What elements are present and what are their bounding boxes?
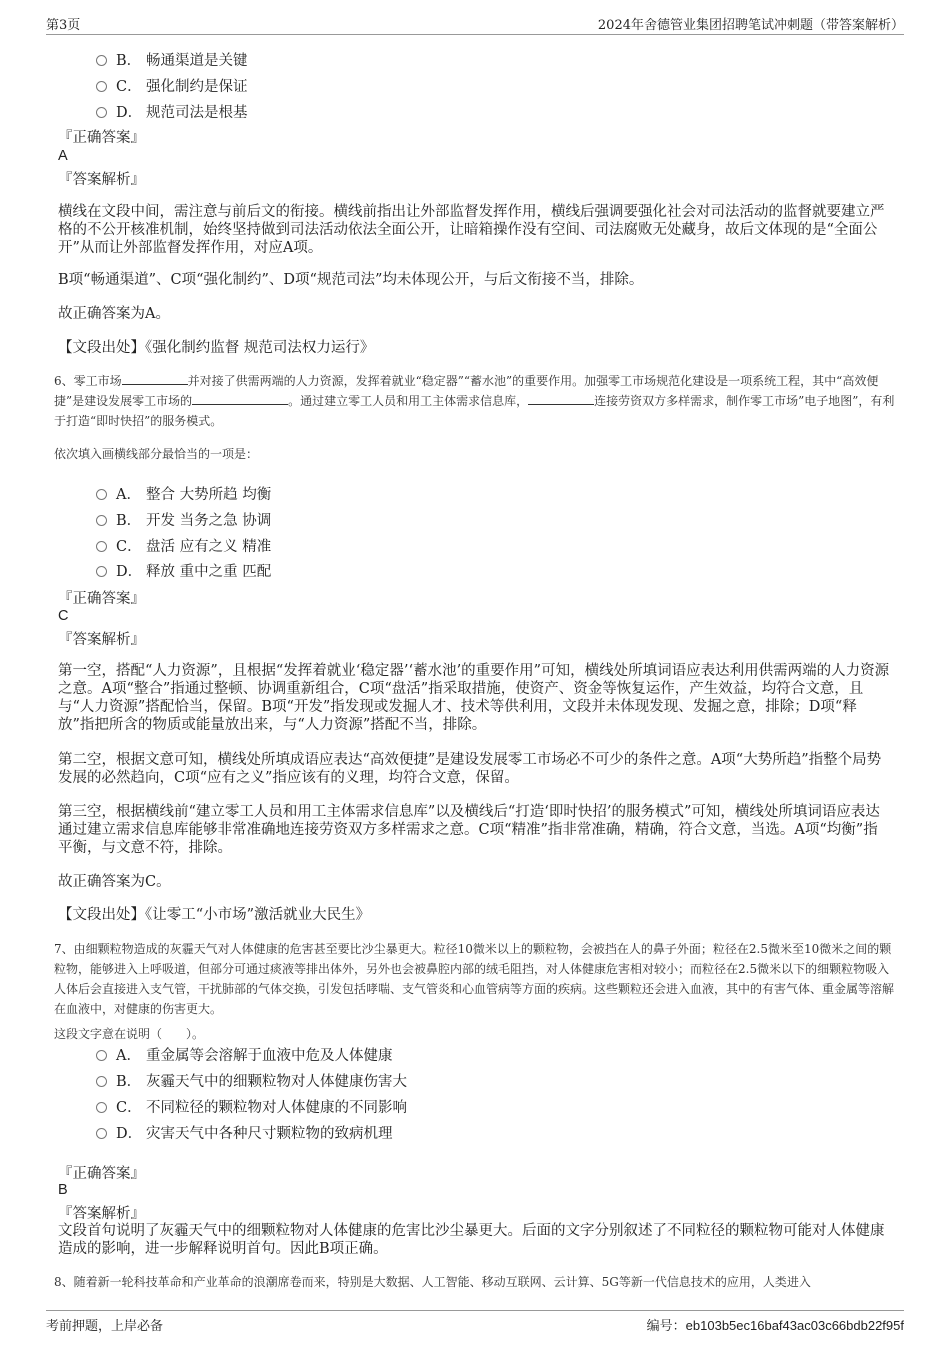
q5-option-c[interactable]: C． 强化制约是保证 <box>96 75 248 96</box>
document-code: 编号：eb103b5ec16baf43ac03c66bdb22f95f <box>646 1318 904 1334</box>
q7-option-b[interactable]: B． 灰霾天气中的细颗粒物对人体健康伤害大 <box>96 1070 407 1091</box>
document-title: 2024年舍德管业集团招聘笔试冲刺题（带答案解析） <box>597 18 904 33</box>
radio-icon[interactable] <box>96 541 107 552</box>
q6-option-a[interactable]: A． 整合 大势所趋 均衡 <box>96 483 271 504</box>
q6-analysis-paragraph: 第三空，根据横线前“建立零工人员和用工主体需求信息库”以及横线后“打造‘即时快招’的服务模式”可知，横线处所填词语应表达通过建立需求信息库能够非常准确地连接劳资双方多样需求之意。C项“精准”指非常准确，精确，符合文意，当选。A项“均衡”指平衡，与文意不符，排除。 <box>58 804 880 856</box>
q5-analysis-paragraph: B项“畅通渠道”、C项“强化制约”、D项“规范司法”均未体现公开，与后文衔接不当，排除。 <box>58 272 644 288</box>
q7-answer: B <box>58 1182 68 1198</box>
q7-prompt: 这段文字意在说明（ ）。 <box>54 1027 205 1041</box>
fill-blank[interactable] <box>528 392 594 405</box>
radio-icon[interactable] <box>96 1102 107 1113</box>
radio-icon[interactable] <box>96 1128 107 1139</box>
q6-source: 【文段出处】《让零工“小市场”激活就业大民生》 <box>58 907 371 923</box>
radio-icon[interactable] <box>96 489 107 500</box>
fill-blank[interactable] <box>192 392 288 405</box>
radio-icon[interactable] <box>96 566 107 577</box>
q5-answer-label: 『正确答案』 <box>58 130 145 146</box>
q6-analysis-label: 『答案解析』 <box>58 632 145 648</box>
q7-option-c[interactable]: C． 不同粒径的颗粒物对人体健康的不同影响 <box>96 1096 407 1117</box>
q6-option-b[interactable]: B． 开发 当务之急 协调 <box>96 509 271 530</box>
q7-analysis-label: 『答案解析』 <box>58 1206 145 1222</box>
page-number: 第3页 <box>46 18 81 33</box>
q7-stem: 7、由细颗粒物造成的灰霾天气对人体健康的危害甚至要比沙尘暴更大。粒径10微米以上的颗粒物，会被挡在人的鼻子外面；粒径在2.5微米至10微米之间的颗粒物，能够进入上呼吸道，但部分可通过痰液等排出体外，另外也会被鼻腔内部的绒毛阻挡，对人体健康危害相对较小；而粒径在2.5微米以下的细颗粒物吸入人体后会直接进入支气管，干扰肺部的气体交换，引发包括哮喘、支气管炎和心血管病等方面的疾病。这些颗粒还会进入血液，其中的有害气体、重金属等溶解在血液中，对健康的伤害更大。 <box>54 942 895 1016</box>
q6-analysis-paragraph: 第一空，搭配“人力资源”，且根据“发挥着就业‘稳定器’‘蓄水池’的重要作用”可知，横线处所填词语应表达利用供需两端的人力资源之意。A项“整合”指通过整顿、协调重新组合，C项“盘活”指采取措施，使资产、资金等恢复运作，产生效益，均符合文意，且与“人力资源”搭配恰当，保留。B项“开发”指发现或发掘人才、技术等供利用，文段并未体现发现、发掘之意，排除；D项“释放”指把所含的物质或能量放出来，与“人力资源”搭配不当，排除。 <box>58 663 890 733</box>
q5-option-d[interactable]: D． 规范司法是根基 <box>96 101 248 122</box>
radio-icon[interactable] <box>96 55 107 66</box>
q5-analysis-paragraph: 横线在文段中间，需注意与前后文的衔接。横线前指出让外部监督发挥作用，横线后强调要强化社会对司法活动的监督就要建立严格的不公开核准机制，始终坚持做到司法活动依法全面公开，让暗箱操作没有空间、司法腐败无处藏身，故后文体现的是“全面公开”从而让外部监督发挥作用，对应A项。 <box>58 204 885 256</box>
q6-option-c[interactable]: C． 盘活 应有之义 精准 <box>96 535 271 556</box>
radio-icon[interactable] <box>96 107 107 118</box>
footer-slogan: 考前押题，上岸必备 <box>46 1319 164 1334</box>
page-header <box>46 14 904 35</box>
q6-answer: C <box>58 608 69 624</box>
q6-answer-label: 『正确答案』 <box>58 591 145 607</box>
q5-option-b[interactable]: B． 畅通渠道是关键 <box>96 49 248 70</box>
q6-conclusion: 故正确答案为C。 <box>58 874 171 890</box>
q5-source: 【文段出处】《强化制约监督 规范司法权力运行》 <box>58 340 375 356</box>
q5-answer: A <box>58 148 68 164</box>
q5-conclusion: 故正确答案为A。 <box>58 306 170 322</box>
q6-analysis-paragraph: 第二空，根据文意可知，横线处所填成语应表达“高效便捷”是建设发展零工市场必不可少的条件之意。A项“大势所趋”指整个局势发展的必然趋向，C项“应有之义”指应该有的义理，均符合文意，保留。 <box>58 752 882 786</box>
q6-prompt: 依次填入画横线部分最恰当的一项是： <box>54 447 259 461</box>
q7-answer-label: 『正确答案』 <box>58 1166 145 1182</box>
q7-option-d[interactable]: D． 灾害天气中各种尺寸颗粒物的致病机理 <box>96 1122 393 1143</box>
radio-icon[interactable] <box>96 1050 107 1061</box>
q6-option-d[interactable]: D． 释放 重中之重 匹配 <box>96 560 271 581</box>
radio-icon[interactable] <box>96 515 107 526</box>
fill-blank[interactable] <box>122 372 188 385</box>
radio-icon[interactable] <box>96 81 107 92</box>
q6-stem: 6、零工市场 并对接了供需两端的人力资源，发挥着就业“稳定器”“蓄水池”的重要作用。加强零工市场规范化建设是一项系统工程，其中“高效便捷”是建设发展零工市场的 。通过建立零工人员和用工主体需求信息库， 连接劳资双方多样需求，制作零工市场”电子地图”，有利于打造“即时快招”的服务模式。 <box>54 374 895 428</box>
page-footer <box>46 1310 904 1334</box>
q7-option-a[interactable]: A． 重金属等会溶解于血液中危及人体健康 <box>96 1044 393 1065</box>
radio-icon[interactable] <box>96 1076 107 1087</box>
q7-analysis: 文段首句说明了灰霾天气中的细颗粒物对人体健康的危害比沙尘暴更大。后面的文字分别叙述了不同粒径的颗粒物可能对人体健康造成的影响，进一步解释说明首句。因此B项正确。 <box>58 1223 885 1257</box>
q5-analysis-label: 『答案解析』 <box>58 172 145 188</box>
q8-stem: 8、随着新一轮科技革命和产业革命的浪潮席卷而来，特别是大数据、人工智能、移动互联网、云计算、5G等新一代信息技术的应用，人类进入 <box>54 1275 811 1289</box>
